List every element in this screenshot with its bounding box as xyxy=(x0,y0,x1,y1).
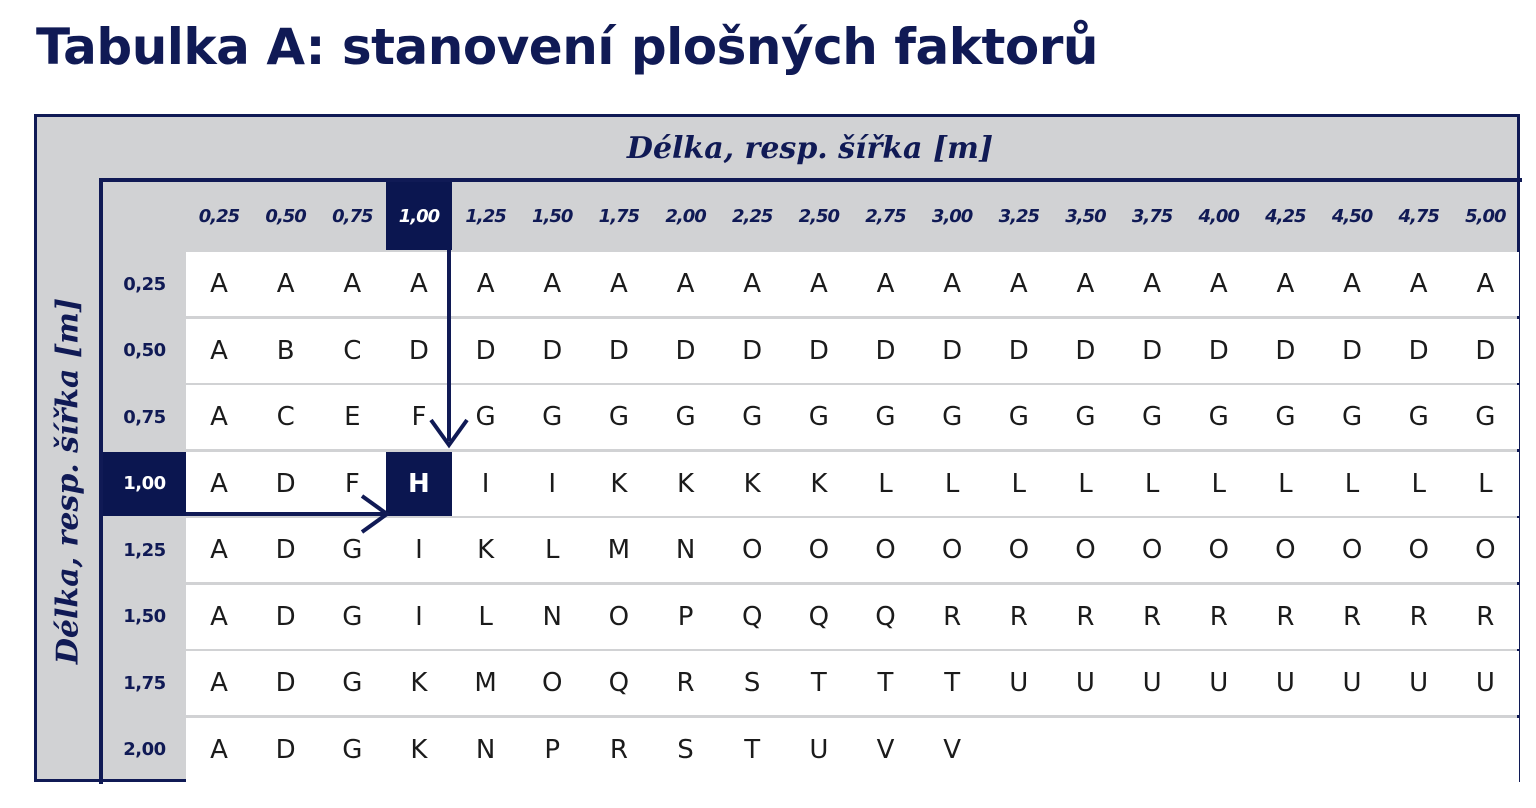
table-cell: R xyxy=(1276,601,1295,632)
table-cell: G xyxy=(542,402,563,432)
table-cell: K xyxy=(677,468,695,499)
table-cell: E xyxy=(344,402,361,432)
table-cell: U xyxy=(1409,668,1429,698)
row-header: 2,00 xyxy=(123,739,166,760)
column-header: 2,25 xyxy=(731,205,773,227)
table-cell: G xyxy=(808,402,829,432)
table-cell: A xyxy=(543,269,562,299)
column-header: 4,50 xyxy=(1331,205,1373,227)
table-cell: L xyxy=(1344,468,1360,499)
table-cell: R xyxy=(609,734,628,765)
table-cell: Q xyxy=(741,601,763,632)
table-cell: O xyxy=(1341,535,1363,565)
row-header: 1,75 xyxy=(123,672,166,694)
table-cell: L xyxy=(1211,468,1226,499)
table-cell: N xyxy=(475,734,496,765)
table-cell: L xyxy=(1411,468,1426,499)
column-header: 4,25 xyxy=(1265,205,1306,227)
table-cell: A xyxy=(809,269,828,299)
table-cell: C xyxy=(276,402,295,432)
row-header: 0,50 xyxy=(123,340,166,361)
table-cell: T xyxy=(810,668,827,698)
table-cell: O xyxy=(608,601,630,632)
column-header: 2,50 xyxy=(798,205,840,227)
table-cell: G xyxy=(1208,402,1229,432)
table-cell: A xyxy=(609,269,628,299)
table-cell: D xyxy=(542,335,563,366)
table-cell: C xyxy=(343,335,362,366)
column-header: 1,00 xyxy=(386,182,452,250)
table-cell: O xyxy=(1475,535,1496,565)
table-cell: L xyxy=(478,601,493,632)
table-cell: U xyxy=(1275,668,1295,698)
table-cell: D xyxy=(1075,335,1096,366)
table-cell: S xyxy=(743,668,761,698)
table-cell: F xyxy=(344,468,360,499)
table-cell: G xyxy=(1341,402,1363,432)
table-cell: A xyxy=(210,468,228,499)
table-cell: U xyxy=(1342,668,1362,698)
column-header: 5,00 xyxy=(1465,205,1506,227)
column-header: 0,25 xyxy=(198,205,240,227)
column-header: 4,75 xyxy=(1398,205,1439,227)
column-header: 2,00 xyxy=(665,205,706,227)
table-cell: O xyxy=(1141,535,1163,565)
row-header: 0,75 xyxy=(123,406,166,428)
table-cell: P xyxy=(544,734,561,765)
table-cell: R xyxy=(1009,601,1028,632)
table-cell: D xyxy=(1208,335,1229,366)
table-cell: D xyxy=(1475,335,1496,366)
table-cell: D xyxy=(808,335,829,366)
table-cell: K xyxy=(410,668,428,698)
table-cell: O xyxy=(542,668,563,698)
table-cell: A xyxy=(1209,269,1228,299)
table-cell: A xyxy=(476,269,495,299)
table-cell: G xyxy=(1008,402,1029,432)
table-cell: R xyxy=(1209,601,1228,632)
table-cell: G xyxy=(942,402,963,432)
table-cell: R xyxy=(1343,601,1362,632)
table-cell: G xyxy=(1075,402,1096,432)
table-cell: D xyxy=(275,601,296,632)
column-header: 3,00 xyxy=(931,205,973,227)
column-header: 1,25 xyxy=(465,205,506,227)
table-cell: I xyxy=(415,601,423,632)
table-cell: U xyxy=(809,734,829,765)
table-cell: N xyxy=(675,535,696,565)
table-cell: R xyxy=(1143,601,1162,632)
table-cell: A xyxy=(1276,269,1295,299)
table-cell: Q xyxy=(808,601,830,632)
table-cell: T xyxy=(877,668,894,698)
table-cell: D xyxy=(408,335,429,366)
table-cell: A xyxy=(1143,269,1161,299)
table-cell: I xyxy=(481,468,490,499)
table-cell: L xyxy=(1144,468,1160,499)
table-cell: A xyxy=(210,601,228,632)
table-cell: R xyxy=(1076,601,1095,632)
table-cell: R xyxy=(1476,601,1495,632)
table-cell: A xyxy=(210,335,228,366)
table-cell: O xyxy=(1075,535,1096,565)
column-header: 1,50 xyxy=(532,205,573,227)
table-cell: A xyxy=(210,668,228,698)
table-cell: A xyxy=(410,269,428,299)
table-cell: K xyxy=(477,535,495,565)
table-cell: L xyxy=(1011,468,1027,499)
table-cell: K xyxy=(743,468,761,499)
row-header: 0,25 xyxy=(123,273,166,295)
column-axis-label: Délka, resp. šířka [m] xyxy=(626,130,994,166)
row-header: 1,50 xyxy=(123,606,166,627)
table-cell: L xyxy=(1478,468,1493,499)
table-cell: G xyxy=(342,734,363,765)
table-cell: A xyxy=(1409,269,1428,299)
table-cell: A xyxy=(1343,269,1361,299)
table-cell: R xyxy=(943,601,962,632)
table-cell: O xyxy=(1008,535,1030,565)
table-cell: G xyxy=(1142,402,1163,432)
table-cell: A xyxy=(876,269,895,299)
table-cell: A xyxy=(1076,269,1095,299)
table-cell: R xyxy=(1409,601,1428,632)
row-axis-label: Délka, resp. šířka [m] xyxy=(50,297,86,664)
column-header: 4,00 xyxy=(1198,205,1239,227)
table-cell: D xyxy=(275,668,296,698)
table-cell: O xyxy=(941,535,963,565)
table-cell: K xyxy=(810,468,828,499)
table-cell: V xyxy=(943,734,962,765)
table-cell: A xyxy=(743,269,762,299)
table-cell: O xyxy=(1408,535,1429,565)
table-cell: T xyxy=(744,734,761,765)
table-cell: A xyxy=(210,402,228,432)
table-cell: A xyxy=(210,734,228,765)
table-cell: A xyxy=(1476,269,1495,299)
table-cell: U xyxy=(1209,668,1229,698)
table-cell: F xyxy=(411,402,427,432)
table-cell: G xyxy=(875,402,896,432)
table-cell: V xyxy=(876,734,895,765)
table-cell: L xyxy=(878,468,893,499)
table-cell: G xyxy=(1408,402,1429,432)
table-cell: D xyxy=(1275,335,1296,366)
table-cell: G xyxy=(342,601,363,632)
column-header: 3,50 xyxy=(1065,205,1106,227)
table-cell: G xyxy=(475,402,496,432)
table-cell: D xyxy=(275,734,296,765)
highlighted-cell: H xyxy=(386,452,452,516)
table-cell: M xyxy=(607,535,631,565)
table-cell: G xyxy=(1275,402,1296,432)
table-cell: A xyxy=(276,269,295,299)
table-cell: D xyxy=(608,335,629,366)
table-cell: D xyxy=(275,535,296,565)
table-cell: L xyxy=(1078,468,1093,499)
table-cell: A xyxy=(343,269,362,299)
table-cell: O xyxy=(1275,535,1296,565)
table-cell: N xyxy=(542,601,562,632)
table-cell: M xyxy=(474,668,497,698)
column-header: 0,75 xyxy=(332,205,373,227)
table-cell: D xyxy=(475,335,496,366)
table-cell: L xyxy=(545,535,560,565)
column-header: 2,75 xyxy=(865,205,906,227)
table-cell: T xyxy=(944,668,961,698)
column-header: 1,75 xyxy=(598,205,640,227)
table-cell: O xyxy=(741,535,763,565)
table-cell: P xyxy=(677,601,694,632)
table-cell: A xyxy=(676,269,695,299)
table-cell: U xyxy=(1075,668,1095,698)
table-cell: O xyxy=(875,535,896,565)
table-cell: Q xyxy=(608,668,630,698)
table-cell: D xyxy=(875,335,896,366)
table-cell: A xyxy=(210,535,228,565)
table-cell: G xyxy=(342,668,363,698)
row-header: 1,00 xyxy=(103,452,186,516)
table-cell: K xyxy=(610,468,628,499)
table-cell: D xyxy=(1142,335,1163,366)
table-cell: D xyxy=(275,468,296,499)
table-cell: Q xyxy=(875,601,896,632)
table-cell: K xyxy=(410,734,428,765)
table-cell: G xyxy=(1475,402,1496,432)
table-cell: A xyxy=(943,269,962,299)
row-header: 1,25 xyxy=(123,539,166,561)
table-cell: G xyxy=(675,402,696,432)
table-cell: O xyxy=(808,535,830,565)
table-cell: G xyxy=(608,402,629,432)
table-cell: I xyxy=(548,468,557,499)
table-cell: D xyxy=(1408,335,1429,366)
table-cell: L xyxy=(944,468,960,499)
table-cell: U xyxy=(1142,668,1162,698)
table-cell: G xyxy=(742,402,763,432)
table-cell: G xyxy=(342,535,363,565)
table-cell: D xyxy=(1342,335,1363,366)
table-cell: D xyxy=(942,335,963,366)
table-cell: I xyxy=(415,535,423,565)
table-cell: D xyxy=(1008,335,1029,366)
page-title: Tabulka A: stanovení plošných faktorů xyxy=(36,18,1098,76)
table-cell: U xyxy=(1475,668,1495,698)
table-cell: D xyxy=(742,335,763,366)
column-header: 0,50 xyxy=(265,205,306,227)
table-cell: D xyxy=(675,335,696,366)
table-cell: A xyxy=(1009,269,1028,299)
column-header: 3,25 xyxy=(998,205,1039,227)
table-cell: L xyxy=(1278,468,1293,499)
table-cell: S xyxy=(677,734,694,765)
table-cell: R xyxy=(676,668,695,698)
table-cell: O xyxy=(1208,535,1229,565)
table-cell: U xyxy=(1009,668,1029,698)
table-cell: B xyxy=(276,335,295,366)
column-header: 3,75 xyxy=(1131,205,1173,227)
table-cell: A xyxy=(210,269,228,299)
